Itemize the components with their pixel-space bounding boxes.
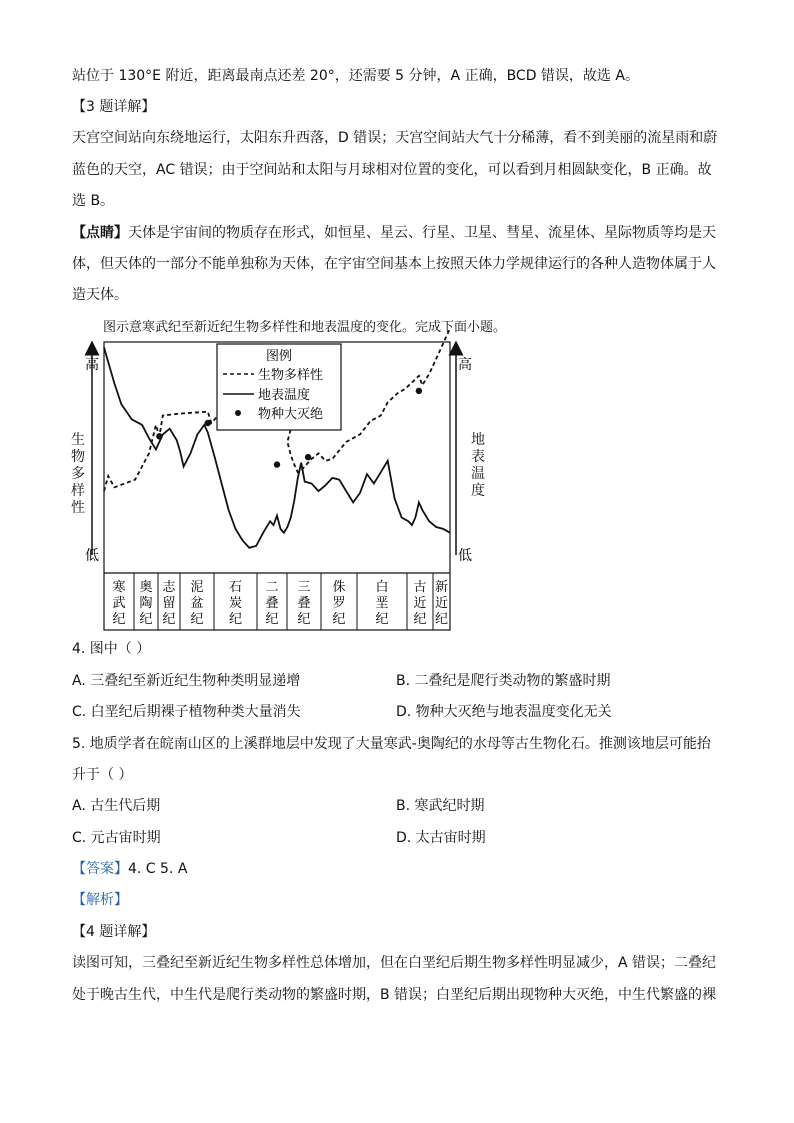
period-label-char: 纪	[228, 612, 243, 627]
period-label-char: 纪	[162, 612, 176, 627]
text-line: 处于晚古生代，中生代是爬行类动物的繁盛时期，B 错误；白垩纪后期出现物种大灭绝，中生代繁盛的裸	[72, 987, 717, 1003]
period-label-char: 石	[228, 580, 243, 595]
axis-label-char: 地	[471, 432, 485, 448]
period-label-char: 新	[434, 580, 449, 595]
extinction-point	[416, 388, 422, 394]
dianjing-text: 天体是宇宙间的物质存在形式，如恒星、星云、行星、卫星、彗星、流星体、星际物质等均是天	[128, 225, 716, 241]
figure-caption: 图示意寒武纪至新近纪生物多样性和地表温度的变化。完成下面小题。	[103, 320, 507, 335]
text-line: 站位于 130°E 附近，距离最南点还差 20°，还需要 5 分钟，A 正确，BCD 错误，故选 A。	[72, 68, 639, 84]
period-label-char: 留	[162, 596, 176, 611]
period-label-char: 纪	[434, 612, 449, 627]
legend-title: 图例	[265, 349, 293, 364]
extinction-point	[274, 461, 280, 467]
period-label-char: 纪	[265, 612, 279, 627]
q5-option-c[interactable]: C. 元古宙时期	[72, 830, 161, 846]
q5-option-d[interactable]: D. 太古宙时期	[396, 830, 486, 846]
text-line: 蓝色的天空，AC 错误；由于空间站和太阳与月球相对位置的变化，可以看到月相圆缺变化，B 正确。故	[72, 162, 712, 178]
q5-option-a[interactable]: A. 古生代后期	[72, 798, 161, 814]
text-line: 天宫空间站向东绕地运行，太阳东升西落，D 错误；天宫空间站大气十分稀薄，看不到美丽的流星雨和蔚	[72, 130, 718, 146]
period-label-char: 盆	[190, 596, 204, 611]
text-line: 选 B。	[72, 193, 115, 209]
period-label-char: 寒	[112, 580, 126, 595]
period-label-char: 近	[434, 596, 449, 611]
axis-label-char: 性	[71, 500, 85, 516]
period-label-char: 二	[265, 580, 279, 595]
section-heading-q3: 【3 题详解】	[72, 99, 156, 115]
dianjing-label: 【点睛】	[72, 225, 128, 241]
period-label-char: 武	[112, 596, 126, 611]
axis-label-char: 样	[71, 483, 85, 499]
answer-label: 【答案】	[72, 861, 128, 877]
text-line: 造天体。	[72, 287, 128, 303]
axis-label-char: 度	[471, 483, 485, 499]
period-label-char: 纪	[139, 612, 153, 627]
legend-dot-icon	[235, 410, 241, 416]
period-label-char: 纪	[297, 612, 311, 627]
period-label-char: 奥	[139, 580, 153, 595]
extinction-point	[305, 454, 311, 460]
q5-option-b[interactable]: B. 寒武纪时期	[396, 798, 485, 814]
period-label-char: 叠	[265, 596, 279, 611]
axis-label-char: 多	[71, 466, 85, 482]
period-label-char: 罗	[332, 596, 346, 611]
period-label-char: 纪	[375, 612, 389, 627]
axis-label-char: 物	[71, 449, 85, 465]
period-label-char: 近	[413, 596, 427, 611]
period-label-char: 侏	[332, 580, 346, 595]
analysis-heading: 【解析】	[72, 892, 128, 908]
period-label-char: 炭	[228, 596, 243, 611]
axis-label-char: 表	[471, 449, 485, 465]
period-labels	[112, 579, 448, 627]
answer-line	[72, 859, 187, 879]
question-5-cont: 升于（ ）	[72, 767, 133, 783]
answer-text: 4. C 5. A	[128, 861, 188, 877]
period-label-char: 纪	[332, 612, 346, 627]
text-line: 体，但天体的一部分不能单独称为天体，在宇宙空间基本上按照天体力学规律运行的各种人造物体属于人	[72, 256, 716, 272]
period-label-char: 泥	[190, 580, 204, 595]
legend-item-extinction: 物种大灭绝	[258, 407, 324, 422]
axis-label-char: 生	[71, 432, 85, 448]
right-high-label: 高	[458, 357, 472, 373]
legend-item-temperature: 地表温度	[258, 388, 311, 403]
legend	[217, 344, 341, 430]
period-label-char: 纪	[112, 612, 126, 627]
period-label-char: 陶	[139, 596, 153, 611]
period-label-char: 纪	[413, 612, 427, 627]
section-heading-q4: 【4 题详解】	[72, 924, 156, 940]
extinction-point	[156, 433, 162, 439]
left-high-label: 高	[85, 357, 99, 373]
q4-option-a[interactable]: A. 三叠纪至新近纪生物种类明显递增	[72, 673, 301, 689]
q4-option-d[interactable]: D. 物种大灭绝与地表温度变化无关	[396, 704, 612, 720]
extinction-point	[205, 420, 211, 426]
text-line: 读图可知，三叠纪至新近纪生物多样性总体增加，但在白垩纪后期生物多样性明显减少，A 错误；二叠纪	[72, 955, 717, 971]
axis-label-char: 温	[471, 466, 485, 482]
q4-option-c[interactable]: C. 白垩纪后期裸子植物种类大量消失	[72, 704, 301, 720]
period-label-char: 志	[162, 580, 176, 595]
period-label-char: 白	[375, 580, 389, 595]
left-low-label: 低	[85, 548, 99, 564]
period-label-char: 垩	[375, 596, 389, 611]
period-label-char: 叠	[297, 596, 311, 611]
question-5: 5. 地质学者在皖南山区的上溪群地层中发现了大量寒武-奥陶纪的水母等古生物化石。推测该地层可能抬	[72, 736, 711, 752]
legend-item-diversity: 生物多样性	[258, 368, 324, 383]
period-label-char: 三	[297, 580, 311, 595]
q4-option-b[interactable]: B. 二叠纪是爬行类动物的繁盛时期	[396, 673, 611, 689]
period-label-char: 古	[413, 580, 427, 595]
right-low-label: 低	[458, 548, 472, 564]
period-label-char: 纪	[190, 612, 204, 627]
question-4: 4. 图中（ ）	[72, 641, 151, 657]
